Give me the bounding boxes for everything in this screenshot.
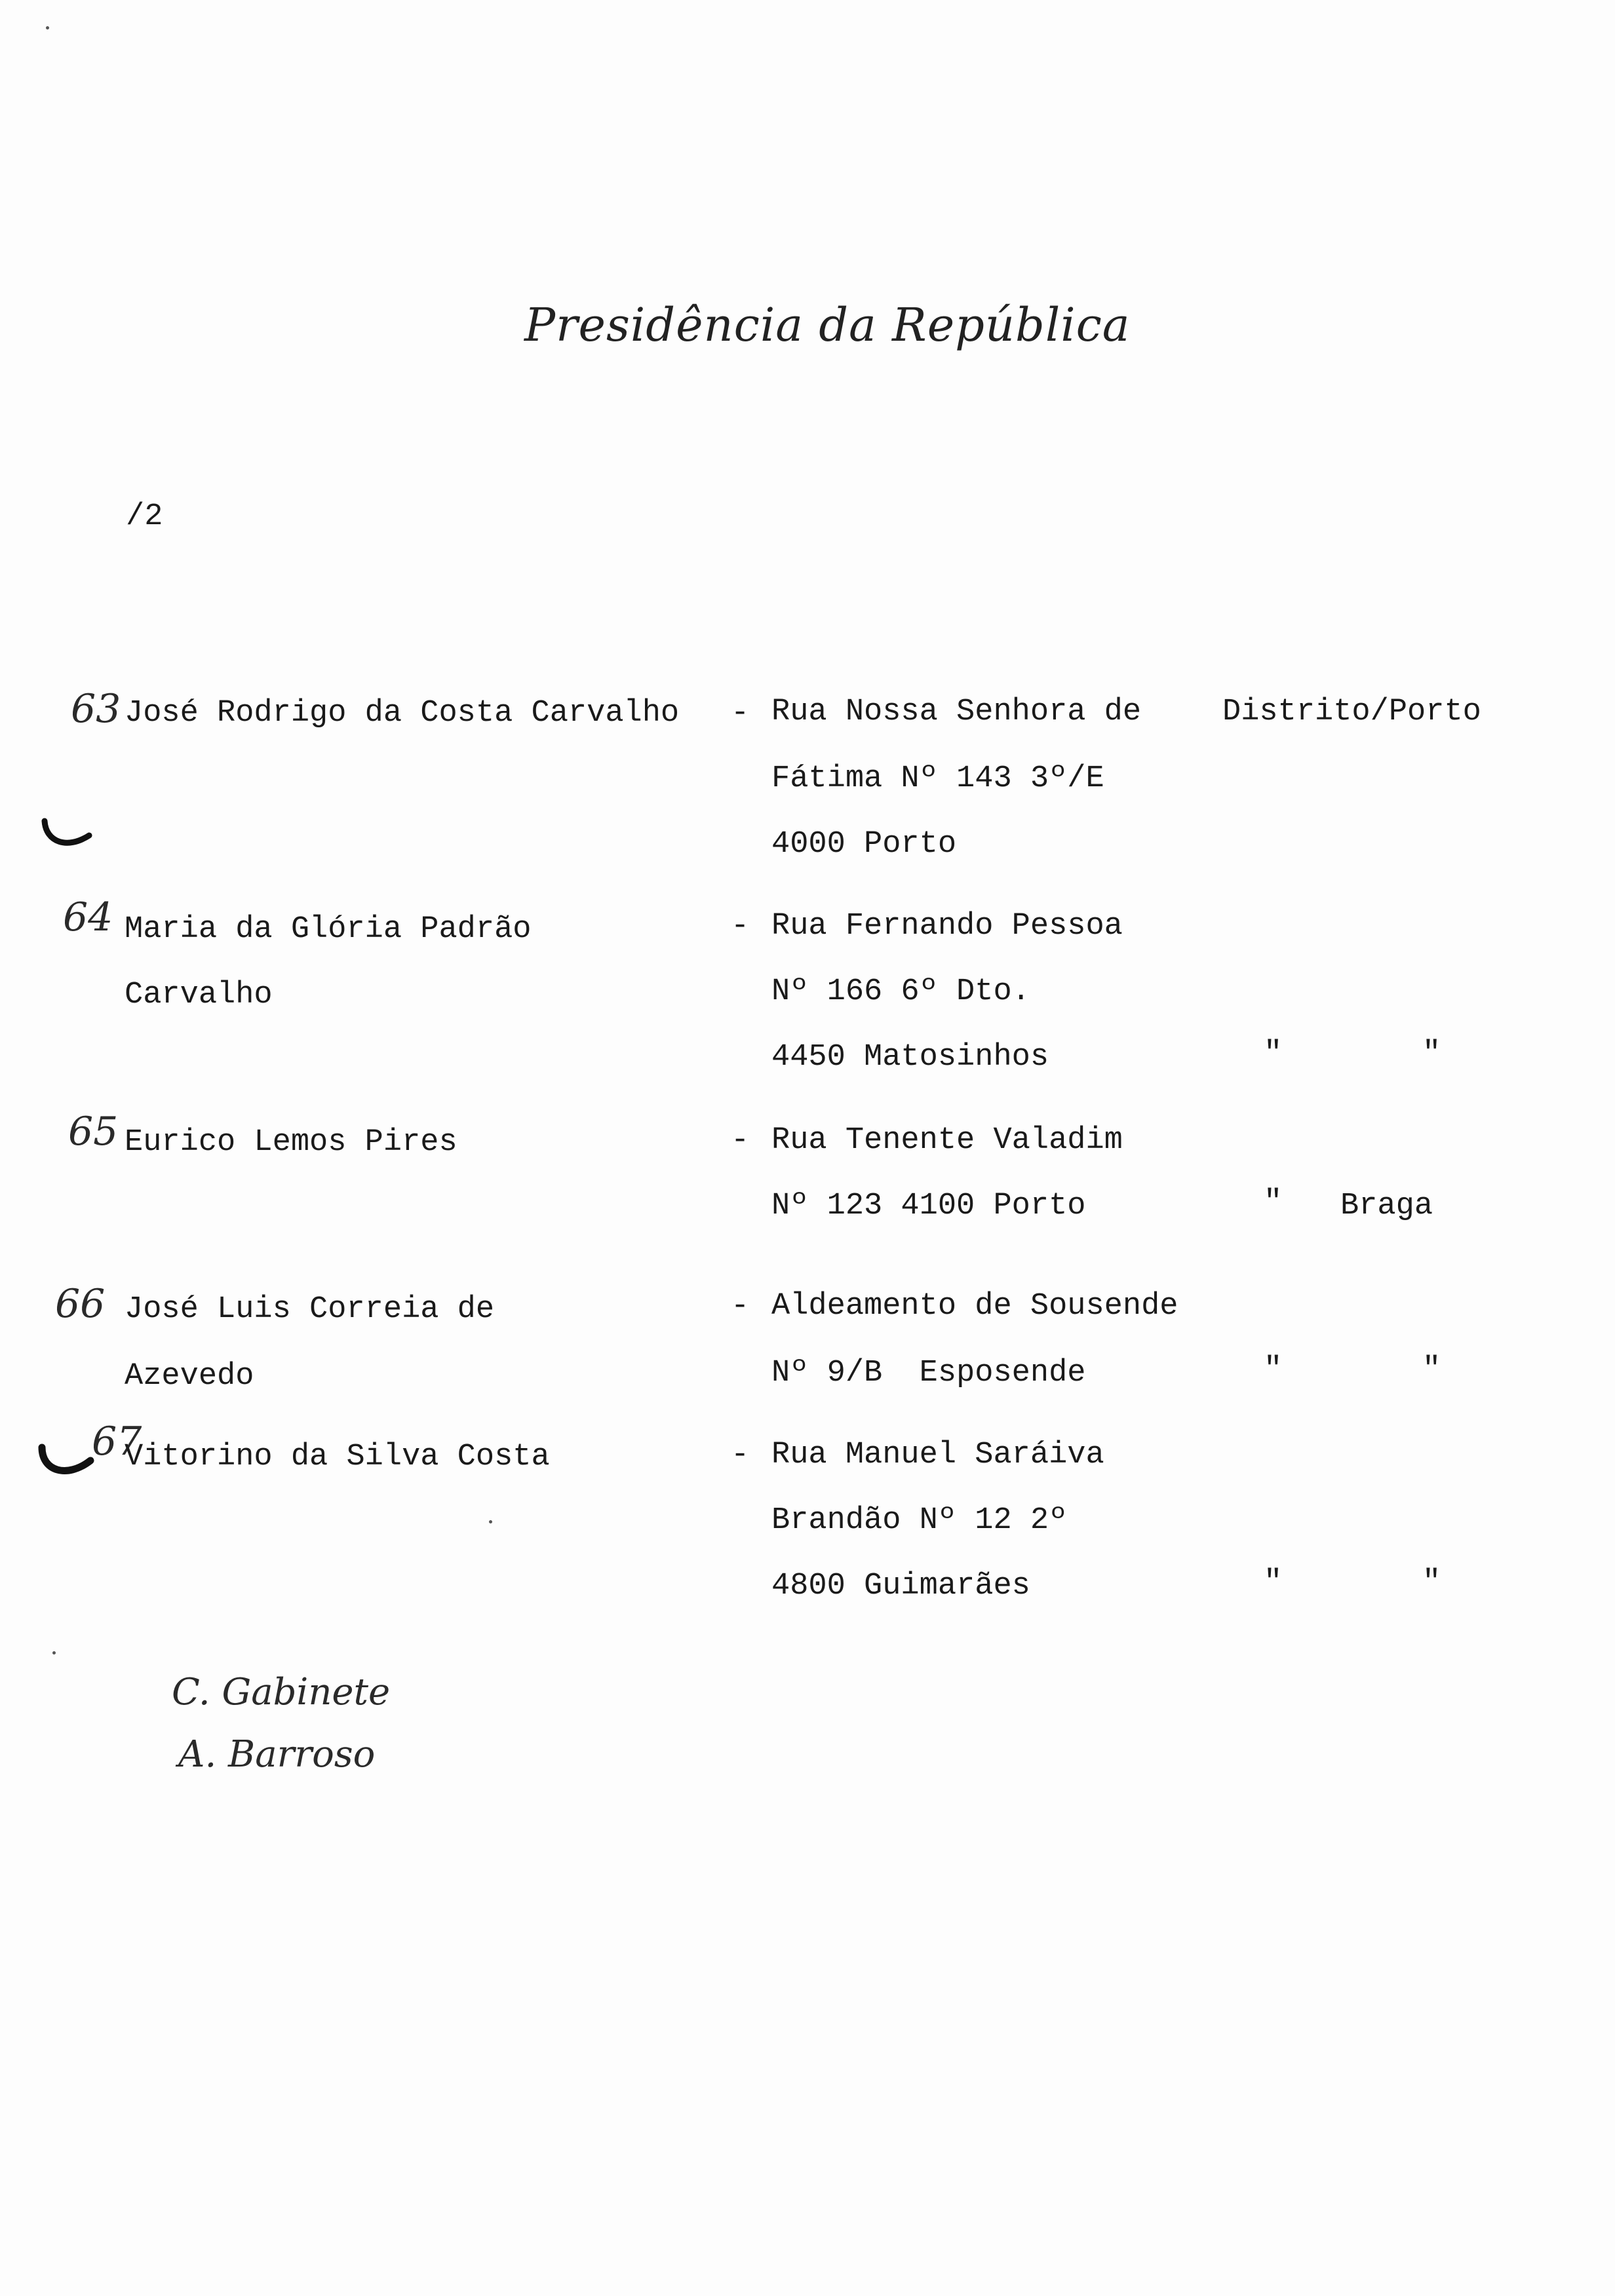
entry-address-line: 4800 Guimarães: [771, 1569, 1030, 1603]
entry-name: Eurico Lemos Pires: [125, 1125, 457, 1160]
entry-address-line: 4450 Matosinhos: [771, 1040, 1049, 1075]
entry-address-line: Rua Manuel Saráiva: [771, 1438, 1104, 1472]
entry-address-line: Rua Fernando Pessoa: [771, 909, 1123, 944]
entry-district: Braga: [1340, 1189, 1433, 1223]
entry-dash: -: [731, 1289, 750, 1324]
letterhead-title: Presidência da República: [524, 298, 1131, 352]
speck: [489, 1520, 492, 1523]
entry-number: 67: [92, 1419, 142, 1464]
ditto-mark: ": [1264, 1565, 1283, 1600]
entry-number: 65: [68, 1109, 119, 1155]
ditto-mark: ": [1422, 1352, 1441, 1387]
ditto-mark: ": [1264, 1185, 1283, 1220]
ditto-mark: ": [1422, 1565, 1441, 1600]
entry-number: 64: [63, 894, 113, 940]
speck: [46, 26, 49, 29]
speck: [52, 1651, 56, 1655]
check-mark-icon: [38, 1438, 97, 1484]
entry-name: José Rodrigo da Costa Carvalho: [125, 696, 680, 731]
entry-address-line: Fátima Nº 143 3º/E: [771, 761, 1104, 796]
entry-address-line: Nº 123 4100 Porto: [771, 1189, 1086, 1223]
entry-number: 66: [55, 1281, 106, 1327]
ditto-mark: ": [1264, 1037, 1283, 1071]
entry-dash: -: [731, 696, 750, 731]
entry-dash: -: [731, 1123, 750, 1158]
entry-name: Maria da Glória Padrão: [125, 912, 532, 947]
entry-address-line: Nº 166 6º Dto.: [771, 974, 1030, 1009]
entry-name: Vitorino da Silva Costa: [125, 1440, 550, 1474]
entry-address-line: 4000 Porto: [771, 827, 957, 862]
entry-name: José Luis Correia de: [125, 1292, 495, 1327]
entry-number: 63: [71, 686, 121, 732]
ditto-mark: ": [1264, 1352, 1283, 1387]
entry-address-line: Aldeamento de Sousende: [771, 1289, 1178, 1324]
handwritten-note-line: A. Barroso: [178, 1733, 376, 1776]
entry-address-line: Nº 9/B Esposende: [771, 1356, 1086, 1390]
entry-dash: -: [731, 909, 750, 944]
entry-name: Carvalho: [125, 978, 273, 1012]
entry-dash: -: [731, 1438, 750, 1472]
page-marker: /2: [126, 499, 163, 534]
entry-name: Azevedo: [125, 1359, 254, 1394]
check-mark-icon: [41, 816, 93, 855]
entry-address-line: Rua Nossa Senhora de: [771, 695, 1142, 729]
entry-address-line: Brandão Nº 12 2º: [771, 1503, 1068, 1538]
entry-address-line: Rua Tenente Valadim: [771, 1123, 1123, 1158]
entry-district: Distrito/Porto: [1222, 695, 1481, 729]
handwritten-note-line: C. Gabinete: [172, 1671, 391, 1713]
ditto-mark: ": [1422, 1037, 1441, 1071]
